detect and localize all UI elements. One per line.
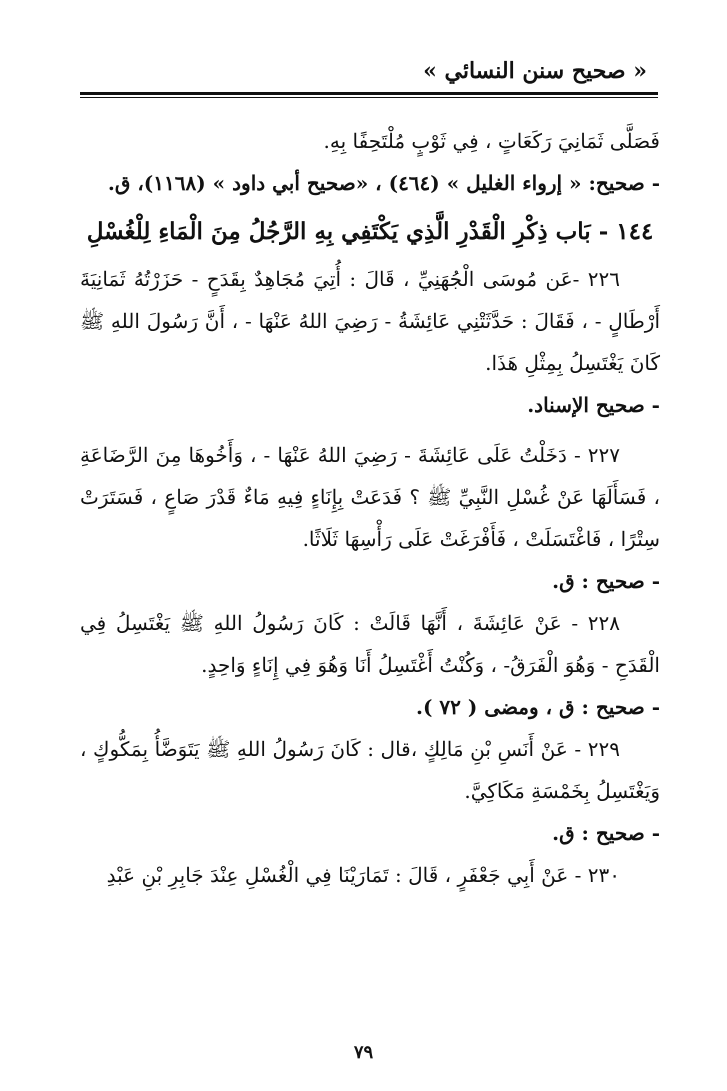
grading-note: - صحيح: « إرواء الغليل » (٤٦٤) ، «صحيح أبي داود » (١١٦٨)، ق. xyxy=(107,171,660,195)
chapter-heading: ١٤٤ - بَاب ذِكْرِ الْقَدْرِ الَّذِي يَكْتَفِي بِهِ الرَّجُلُ مِنَ الْمَاءِ لِلْغُسْلِ xyxy=(86,218,654,245)
grading-note: - صحيح : ق ، ومضى ( ٧٢ ). xyxy=(416,695,660,719)
page-number: ٧٩ xyxy=(353,1042,374,1063)
text-paragraph: فَصَلَّى ثَمَانِيَ رَكَعَاتٍ ، فِي ثَوْبٍ مُلْتَحِفًا بِهِ. xyxy=(323,129,660,153)
hadith-paragraph: ٢٢٦ -عَن مُوسَى الْجُهَنِيِّ ، قَالَ : أُتِيَ مُجَاهِدٌ بِقَدَحٍ - حَزَرْتُهُ ثَمَانِيَةَ أَرْطَالٍ - ، فَقَالَ : حَدَّثَتْنِي عَائِشَةُ - رَضِيَ اللهُ عَنْهَا - ، أَنَّ رَسُولَ اللهِ ﷺ كَانَ يَغْتَسِلُ بِمِثْلِ هَذَا. xyxy=(80,267,660,375)
grading-note: - صحيح الإسناد. xyxy=(527,393,660,417)
hadith-paragraph: ٢٢٩ - عَنْ أَنَسِ بْنِ مَالِكٍ ،قال : كَانَ رَسُولُ اللهِ ﷺ يَتَوَضَّأُ بِمَكُّوكٍ ، وَيَغْتَسِلُ بِخَمْسَةِ مَكَاكِيَّ. xyxy=(80,737,660,803)
running-header: « صحيح سنن النسائي » xyxy=(423,58,647,84)
hadith-paragraph: ٢٣٠ - عَنْ أَبِي جَعْفَرٍ ، قَالَ : تَمَارَيْنَا فِي الْغُسْلِ عِنْدَ جَابِرِ بْنِ عَبْدِ xyxy=(106,863,620,887)
grading-note: - صحيح : ق. xyxy=(552,821,660,845)
page-body xyxy=(80,120,660,896)
hadith-paragraph: ٢٢٧ - دَخَلْتُ عَلَى عَائِشَةَ - رَضِيَ اللهُ عَنْهَا - ، وَأَخُوهَا مِنَ الرَّضَاعَةِ ، فَسَأَلَهَا عَنْ غُسْلِ النَّبِيِّ ﷺ ؟ فَدَعَتْ بِإِنَاءٍ فِيهِ مَاءٌ قَدْرَ صَاعٍ ، فَسَتَرَتْ سِتْرًا ، فَاغْتَسَلَتْ ، فَأَفْرَغَتْ عَلَى رَأْسِهَا ثَلَاثًا. xyxy=(80,443,660,551)
paragraph-spacer xyxy=(80,426,660,434)
header-rule-thin xyxy=(80,97,658,98)
header-rule xyxy=(80,92,658,95)
hadith-paragraph: ٢٢٨ - عَنْ عَائِشَةَ ، أَنَّهَا قَالَتْ : كَانَ رَسُولُ اللهِ ﷺ يَغْتَسِلُ فِي الْقَدَحِ - وَهُوَ الْفَرَقُ- ، وَكُنْتُ أَغْتَسِلُ أَنَا وَهُوَ فِي إِنَاءٍ وَاحِدٍ. xyxy=(80,611,660,677)
grading-note: - صحيح : ق. xyxy=(552,569,660,593)
